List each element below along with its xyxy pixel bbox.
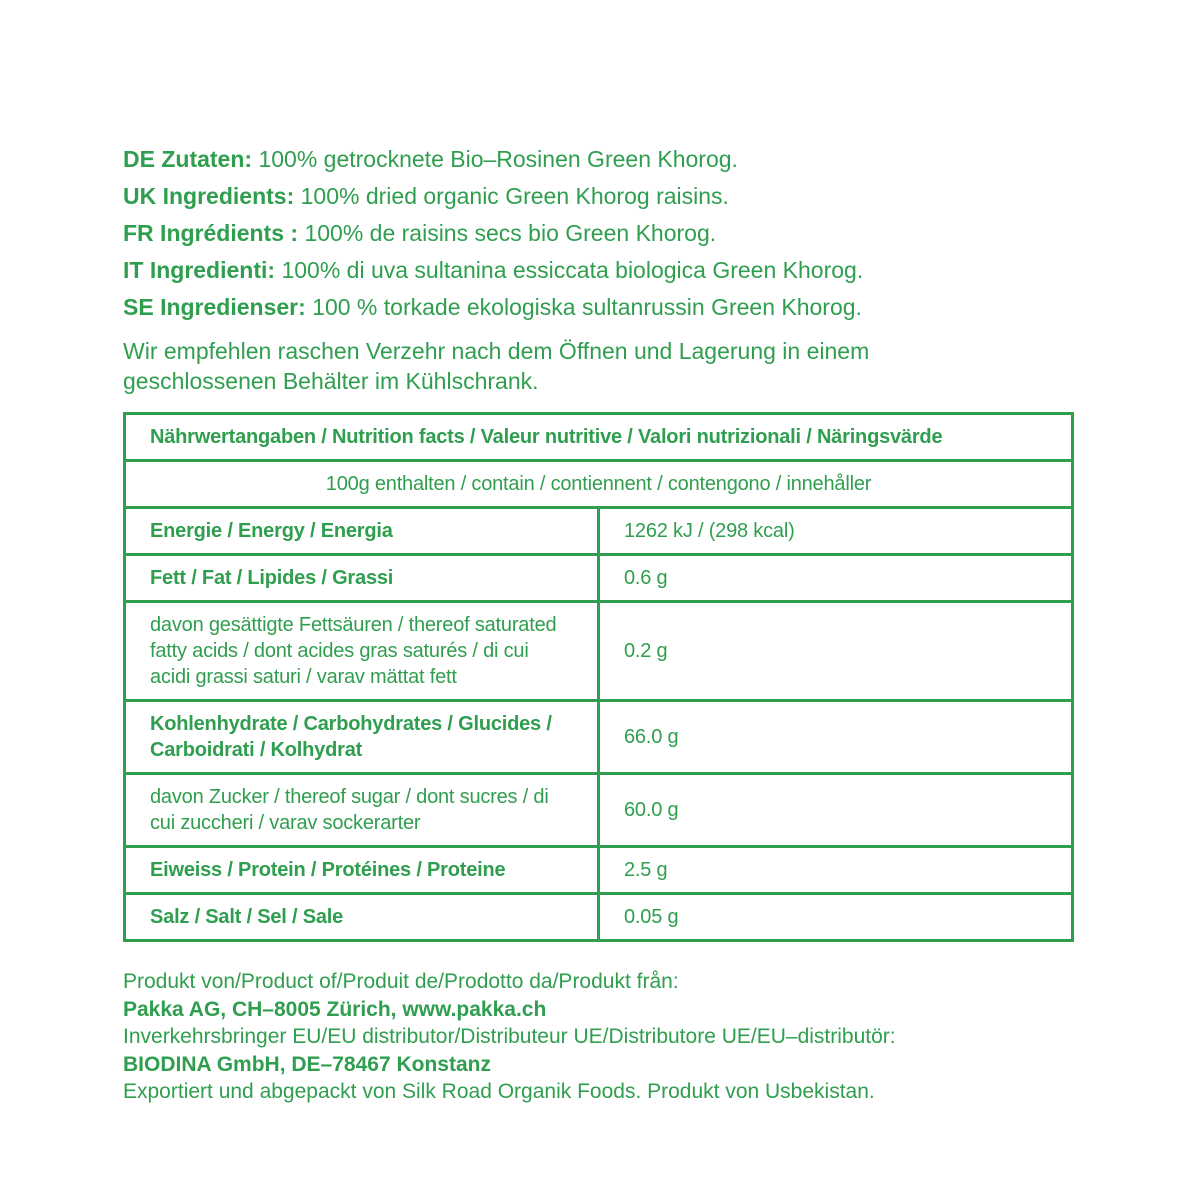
nutrient-value-carbohydrates: 66.0 g — [599, 701, 1073, 774]
nutrition-table-subtitle: 100g enthalten / contain / contiennent / contengono / innehåller — [125, 461, 1073, 508]
ingredient-line-it — [123, 252, 1074, 289]
ingredients-block — [123, 141, 1074, 326]
ingredient-text-se: 100 % torkade ekologiska sultanrussin Green Khorog. — [312, 294, 862, 320]
ingredient-line-uk — [123, 178, 1074, 215]
ingredient-text-fr: 100% de raisins secs bio Green Khorog. — [304, 220, 717, 246]
producer-block — [123, 968, 1074, 1106]
table-row-carbohydrates — [125, 701, 1073, 774]
nutrient-value-salt: 0.05 g — [599, 894, 1073, 941]
table-row-sugar — [125, 774, 1073, 847]
producer-intro-line: Produkt von/Product of/Produit de/Prodotto da/Produkt från: — [123, 970, 679, 993]
ingredient-prefix-se: SE Ingredienser: — [123, 294, 306, 320]
table-row-energy — [125, 508, 1073, 555]
ingredient-prefix-it: IT Ingredienti: — [123, 257, 276, 283]
table-row-protein — [125, 847, 1073, 894]
nutrient-label-energy: Energie / Energy / Energia — [125, 508, 599, 555]
nutrition-table-title: Nährwertangaben / Nutrition facts / Valeur nutritive / Valori nutrizionali / Näringsvärde — [125, 414, 1073, 461]
ingredient-line-de — [123, 141, 1074, 178]
nutrient-label-protein: Eiweiss / Protein / Protéines / Proteine — [125, 847, 599, 894]
nutrient-label-sugar: davon Zucker / thereof sugar / dont sucres / di cui zuccheri / varav sockerarter — [125, 774, 599, 847]
ingredient-prefix-fr: FR Ingrédients : — [123, 220, 299, 246]
storage-note: Wir empfehlen raschen Verzehr nach dem Öffnen und Lagerung in einem geschlossenen Behälter im Kühlschrank. — [123, 338, 870, 394]
nutrient-label-carbohydrates: Kohlenhydrate / Carbohydrates / Glucides / Carboidrati / Kolhydrat — [125, 701, 599, 774]
table-row-saturated-fat — [125, 602, 1073, 701]
ingredient-line-se — [123, 289, 1074, 326]
label-content — [123, 141, 1074, 1106]
nutrition-title-row — [125, 414, 1073, 461]
nutrient-value-saturated-fat: 0.2 g — [599, 602, 1073, 701]
nutrient-label-salt: Salz / Salt / Sel / Sale — [125, 894, 599, 941]
nutrient-value-fat: 0.6 g — [599, 555, 1073, 602]
table-row-fat — [125, 555, 1073, 602]
ingredient-text-de: 100% getrocknete Bio–Rosinen Green Khorog. — [258, 146, 738, 172]
nutrition-table — [123, 412, 1074, 942]
nutrient-label-fat: Fett / Fat / Lipides / Grassi — [125, 555, 599, 602]
nutrient-value-sugar: 60.0 g — [599, 774, 1073, 847]
nutrient-label-saturated-fat: davon gesättigte Fettsäuren / thereof saturated fatty acids / dont acides gras saturés / di cui acidi grassi saturi / varav mättat fett — [125, 602, 599, 701]
ingredient-prefix-uk: UK Ingredients: — [123, 183, 295, 209]
nutrient-value-protein: 2.5 g — [599, 847, 1073, 894]
ingredient-text-uk: 100% dried organic Green Khorog raisins. — [300, 183, 729, 209]
nutrient-value-energy: 1262 kJ / (298 kcal) — [599, 508, 1073, 555]
producer-name-line: Pakka AG, CH–8005 Zürich, www.pakka.ch — [123, 997, 547, 1021]
distributor-name-line: BIODINA GmbH, DE–78467 Konstanz — [123, 1052, 491, 1076]
table-row-salt — [125, 894, 1073, 941]
ingredient-text-it: 100% di uva sultanina essiccata biologica Green Khorog. — [281, 257, 864, 283]
export-origin-line: Exportiert und abgepackt von Silk Road Organik Foods. Produkt von Usbekistan. — [123, 1080, 875, 1103]
ingredient-prefix-de: DE Zutaten: — [123, 146, 253, 172]
ingredient-line-fr — [123, 215, 1074, 252]
nutrition-subtitle-row — [125, 461, 1073, 508]
distributor-intro-line: Inverkehrsbringer EU/EU distributor/Distributeur UE/Distributore UE/EU–distributör: — [123, 1025, 896, 1048]
